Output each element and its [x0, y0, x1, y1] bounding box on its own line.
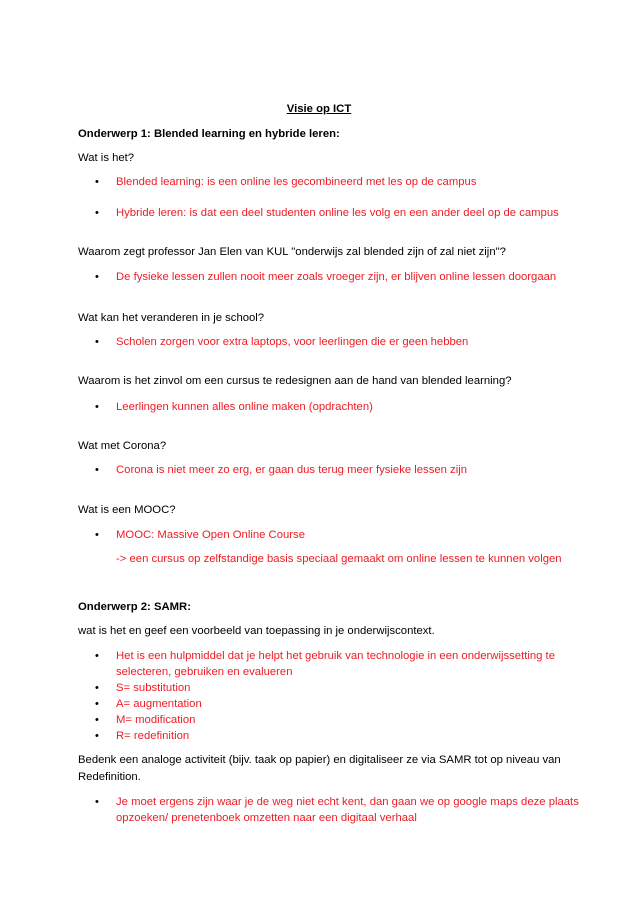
topic2-answer-2-line1: Je moet ergens zijn waar je de weg niet echt kent, dan gaan we op google maps deze plaats — [116, 796, 579, 808]
topic1-question-4: Waarom is het zinvol om een cursus te redesignen aan de hand van blended learning? — [78, 375, 512, 387]
bullet-icon: • — [95, 401, 99, 413]
topic2-question-1: wat is het en geef een voorbeeld van toepassing in je onderwijscontext. — [78, 625, 435, 637]
samr-item-augmentation: A= augmentation — [116, 698, 202, 710]
topic1-question-3: Wat kan het veranderen in je school? — [78, 312, 265, 324]
bullet-icon: • — [95, 730, 99, 742]
topic1-answer-1b: Hybride leren: is dat een deel studenten online les volg en een ander deel op de campus — [116, 207, 559, 219]
topic1-answer-3: Scholen zorgen voor extra laptops, voor leerlingen die er geen hebben — [116, 336, 469, 348]
bullet-icon: • — [95, 650, 99, 662]
topic1-answer-2: De fysieke lessen zullen nooit meer zoals vroeger zijn, er blijven online lessen doorgaan — [116, 271, 557, 283]
topic1-answer-4: Leerlingen kunnen alles online maken (opdrachten) — [116, 401, 373, 413]
topic1-heading: Onderwerp 1: Blended learning en hybride leren: — [78, 128, 340, 140]
topic2-answer-1-line2: selecteren, gebruiken en evalueren — [116, 666, 293, 678]
topic1-answer-6: MOOC: Massive Open Online Course — [116, 529, 305, 541]
bullet-icon: • — [95, 682, 99, 694]
bullet-icon: • — [95, 176, 99, 188]
topic1-question-6: Wat is een MOOC? — [78, 504, 176, 516]
bullet-icon: • — [95, 271, 99, 283]
topic2-answer-1-line1: Het is een hulpmiddel dat je helpt het gebruik van technologie in een onderwijssetting te — [116, 650, 555, 662]
bullet-icon: • — [95, 714, 99, 726]
topic1-question-1: Wat is het? — [78, 152, 135, 164]
topic1-question-5: Wat met Corona? — [78, 440, 167, 452]
topic1-question-2: Waarom zegt professor Jan Elen van KUL "onderwijs zal blended zijn of zal niet zijn"? — [78, 246, 506, 258]
samr-item-redefinition: R= redefinition — [116, 730, 190, 742]
bullet-icon: • — [95, 796, 99, 808]
topic2-question-2-line1: Bedenk een analoge activiteit (bijv. taak op papier) en digitaliseer ze via SAMR tot op niveau van — [78, 754, 561, 766]
bullet-icon: • — [95, 529, 99, 541]
bullet-icon: • — [95, 207, 99, 219]
page-title: Visie op ICT — [286, 103, 352, 115]
bullet-icon: • — [95, 336, 99, 348]
bullet-icon: • — [95, 464, 99, 476]
topic2-answer-2-line2: opzoeken/ prenetenboek omzetten naar een digitaal verhaal — [116, 812, 417, 824]
topic2-question-2-line2: Redefinition. — [78, 771, 141, 783]
samr-item-modification: M= modification — [116, 714, 196, 726]
topic2-heading: Onderwerp 2: SAMR: — [78, 601, 191, 613]
samr-item-substitution: S= substitution — [116, 682, 191, 694]
bullet-icon: • — [95, 698, 99, 710]
topic1-answer-1a: Blended learning: is een online les gecombineerd met les op de campus — [116, 176, 477, 188]
topic1-answer-6-detail: -> een cursus op zelfstandige basis speciaal gemaakt om online lessen te kunnen volgen — [116, 553, 562, 565]
topic1-answer-5: Corona is niet meer zo erg, er gaan dus terug meer fysieke lessen zijn — [116, 464, 468, 476]
